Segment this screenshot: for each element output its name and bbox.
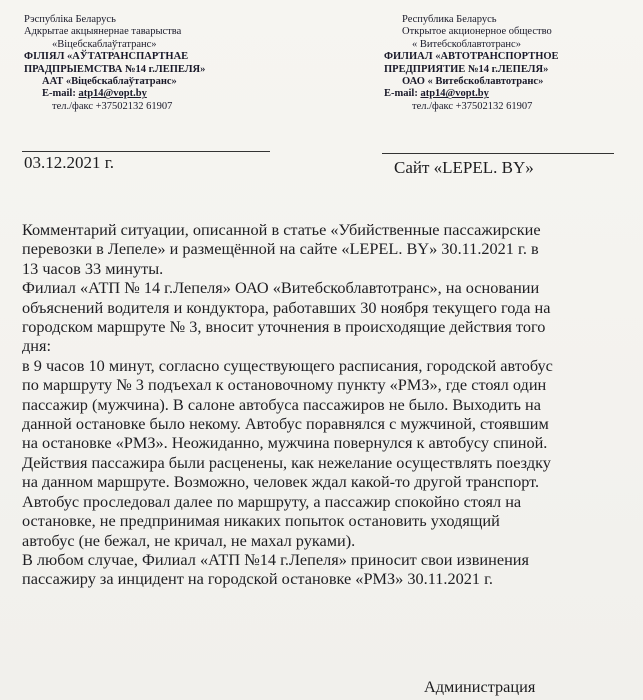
lh-be-email-label: E-mail: (42, 88, 79, 100)
lh-be-company-type: Адкрытае акцыянернае таварыства (24, 26, 182, 38)
body-line: по маршруту № 3 подъехал к остановочному пункту «РМЗ», где стоял один (22, 375, 547, 395)
body-line: Действия пассажира были расценены, как нежелание осуществлять поездку (22, 452, 551, 472)
body-line: 13 часов 33 минуты. (22, 258, 164, 278)
lh-be-branch: ФІЛІЯЛ «АЎТАТРАНСПАРТНАЕ (24, 51, 189, 63)
letter-date: 03.12.2021 г. (24, 153, 115, 172)
lh-be-parent: ААТ «Віцебскаблаўтатранс» (42, 76, 177, 88)
body-line: объяснений водителя и кондуктора, работавших 30 ноября текущего года на (22, 297, 551, 317)
lh-ru-enterprise: ПРЕДПРИЯТИЕ №14 г.ЛЕПЕЛЯ» (384, 63, 549, 75)
body-line: Филиал «АТП № 14 г.Лепеля» ОАО «Витебскоблавтотранс», на основании (22, 278, 540, 298)
body-line: городском маршруте № 3, вносит уточнения в происходящие действия того (22, 317, 546, 337)
lh-be-phone: тел./факс +37502132 61907 (52, 100, 173, 112)
body-line: перевозки в Лепеле» и размещённой на сайте «LEPEL. BY» 30.11.2021 г. в (22, 239, 539, 259)
lh-be-email: atp14@vopt.by (78, 88, 147, 100)
body-line: в 9 часов 10 минут, согласно существующего расписания, городской автобус (22, 355, 553, 375)
lh-ru-branch: ФИЛИАЛ «АВТОТРАНСПОРТНОЕ (384, 51, 559, 63)
letterhead-belarusian (24, 14, 284, 113)
letterhead-russian (384, 14, 634, 113)
lh-ru-parent: ОАО « Витебскоблавтотранс» (402, 76, 544, 88)
lh-ru-email-label: E-mail: (384, 88, 421, 100)
lh-be-company-name: «Віцебскаблаўтатранс» (52, 38, 157, 50)
left-divider-rule (22, 151, 270, 152)
lh-ru-company-type: Открытое акционерное общество (402, 26, 552, 38)
letter-body (22, 220, 634, 589)
body-line: остановке, не предпринимая никаких попыток остановить уходящий (22, 511, 500, 531)
recipient-site: Сайт «LEPEL. BY» (394, 158, 534, 177)
lh-ru-phone: тел./факс +37502132 61907 (412, 100, 533, 112)
signature-administration: Администрация (424, 677, 536, 696)
lh-ru-email-row (384, 88, 634, 100)
body-line: В любом случае, Филиал «АТП №14 г.Лепеля» приносит свои извинения (22, 549, 529, 569)
body-line: Комментарий ситуации, описанной в статье «Убийственные пассажирские (22, 220, 541, 239)
body-line: Автобус проследовал далее по маршруту, а пассажир спокойно стоял на (22, 491, 522, 511)
right-divider-rule (382, 153, 614, 154)
body-line: пассажир (мужчина). В салоне автобуса пассажиров не было. Выходить на (22, 394, 541, 414)
lh-be-enterprise: ПРАДПРЫЕМСТВА №14 г.ЛЕПЕЛЯ» (24, 63, 206, 75)
body-line: пассажиру за инцидент на городской остановке «РМЗ» 30.11.2021 г. (22, 569, 493, 589)
lh-ru-email: atp14@vopt.by (420, 88, 489, 100)
lh-ru-company-name: « Витебскоблавтотранс» (412, 38, 521, 50)
body-line: автобус (не бежал, не кричал, не махал руками). (22, 530, 356, 550)
lh-be-email-row (24, 88, 284, 100)
body-line: данной остановке было некому. Автобус поравнялся с мужчиной, стоявшим (22, 414, 549, 434)
body-line: дня: (22, 336, 52, 356)
body-line: на данном маршруте. Возможно, человек ждал какой-то другой транспорт. (22, 472, 540, 492)
lh-be-country: Рэспубліка Беларусь (24, 14, 116, 25)
lh-ru-country: Республика Беларусь (402, 14, 497, 25)
body-line: на остановке «РМЗ». Неожиданно, мужчина повернулся к автобусу спиной. (22, 433, 548, 453)
